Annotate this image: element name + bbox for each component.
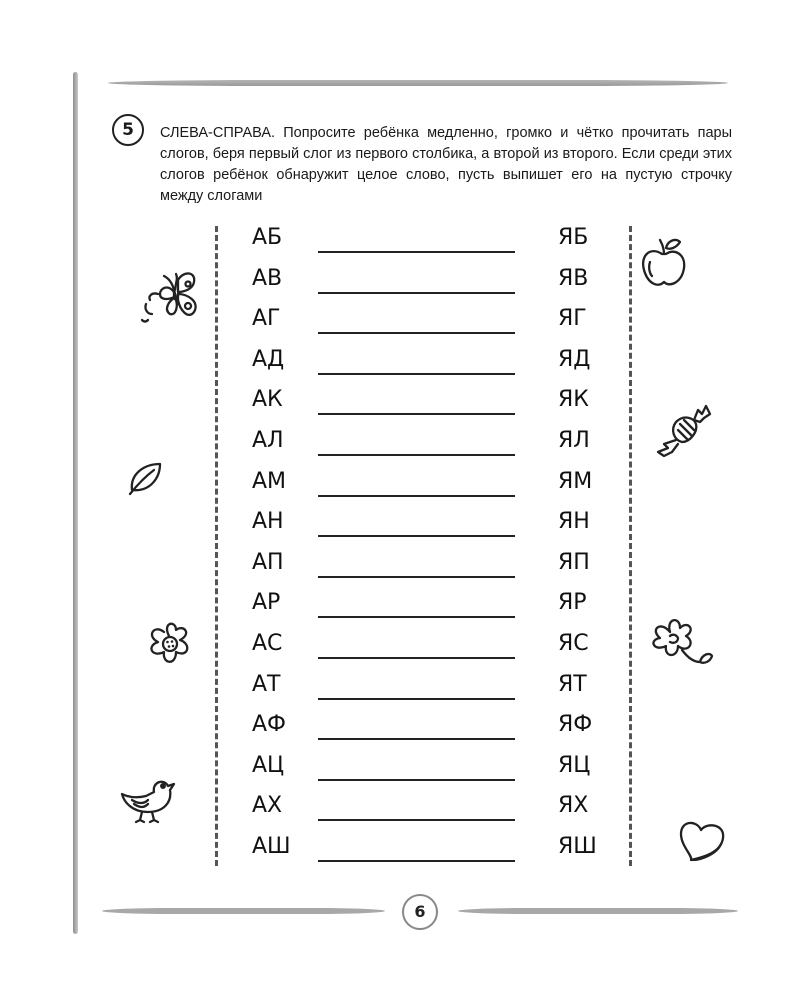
answer-line[interactable]	[318, 251, 515, 253]
flower-icon	[640, 612, 716, 672]
answer-line[interactable]	[318, 779, 515, 781]
right-syllable: ЯГ	[558, 306, 587, 332]
right-syllable: ЯД	[558, 346, 591, 372]
left-syllable: АС	[252, 631, 283, 656]
answer-line[interactable]	[318, 657, 515, 659]
right-syllable: ЯК	[558, 387, 589, 413]
right-syllable: ЯЛ	[558, 428, 590, 453]
bird-icon	[118, 772, 176, 824]
answer-line[interactable]	[318, 413, 515, 415]
right-syllable: ЯФ	[558, 712, 593, 738]
left-syllable: АТ	[252, 671, 281, 697]
bottom-border-decoration-right	[458, 908, 738, 914]
right-syllable: ЯН	[558, 509, 590, 535]
left-syllable: АП	[252, 549, 284, 575]
right-syllable: ЯХ	[558, 793, 589, 819]
answer-line[interactable]	[318, 495, 515, 497]
answer-line[interactable]	[318, 454, 515, 456]
right-syllable: ЯТ	[558, 671, 587, 697]
page-number: 6	[402, 894, 438, 930]
left-syllable: АХ	[252, 793, 283, 819]
answer-line[interactable]	[318, 373, 515, 375]
bottom-border-decoration-left	[102, 908, 385, 914]
answer-line[interactable]	[318, 738, 515, 740]
flower-icon	[142, 618, 196, 670]
top-border-decoration	[108, 80, 728, 86]
left-syllable: АБ	[252, 225, 283, 250]
answer-line[interactable]	[318, 860, 515, 862]
right-syllable: ЯШ	[558, 834, 597, 859]
left-syllable: АЦ	[252, 752, 285, 778]
syllable-row	[0, 672, 800, 712]
answer-line[interactable]	[318, 616, 515, 618]
right-syllable: ЯЦ	[558, 752, 591, 778]
right-syllable: ЯВ	[558, 265, 589, 291]
syllable-row	[0, 347, 800, 387]
task-number-badge: 5	[112, 114, 144, 146]
left-syllable: АР	[252, 590, 281, 616]
task-instructions: СЛЕВА-СПРАВА. Попросите ребёнка медленно, громко и чётко прочитать пары слогов, беря первый слог из первого столбика, а второй из второго. Если среди этих слогов ребёнок обнаружит целое слово, пусть выпишет его на пустую строчку между слогами	[160, 125, 732, 204]
right-syllable: ЯС	[558, 631, 589, 656]
answer-line[interactable]	[318, 292, 515, 294]
syllable-row	[0, 550, 800, 590]
left-syllable: АД	[252, 346, 285, 372]
left-syllable: АЛ	[252, 428, 284, 453]
answer-line[interactable]	[318, 576, 515, 578]
answer-line[interactable]	[318, 819, 515, 821]
leaf-icon	[126, 460, 164, 496]
left-syllable: АМ	[252, 468, 287, 494]
left-syllable: АК	[252, 387, 283, 413]
apple-icon	[640, 236, 688, 290]
syllable-row	[0, 509, 800, 549]
right-syllable: ЯМ	[558, 468, 593, 494]
left-syllable: АШ	[252, 834, 291, 859]
heart-icon	[677, 818, 727, 864]
syllable-row	[0, 712, 800, 752]
syllable-row	[0, 306, 800, 346]
syllable-row	[0, 469, 800, 509]
left-syllable: АН	[252, 509, 284, 535]
left-syllable: АВ	[252, 265, 283, 291]
right-syllable: ЯР	[558, 590, 587, 616]
candy-icon	[654, 400, 714, 458]
right-syllable: ЯП	[558, 549, 590, 575]
butterfly-icon	[138, 270, 202, 332]
answer-line[interactable]	[318, 535, 515, 537]
left-syllable: АФ	[252, 712, 286, 738]
right-syllable: ЯБ	[558, 225, 589, 250]
answer-line[interactable]	[318, 332, 515, 334]
answer-line[interactable]	[318, 698, 515, 700]
left-syllable: АГ	[252, 306, 281, 332]
